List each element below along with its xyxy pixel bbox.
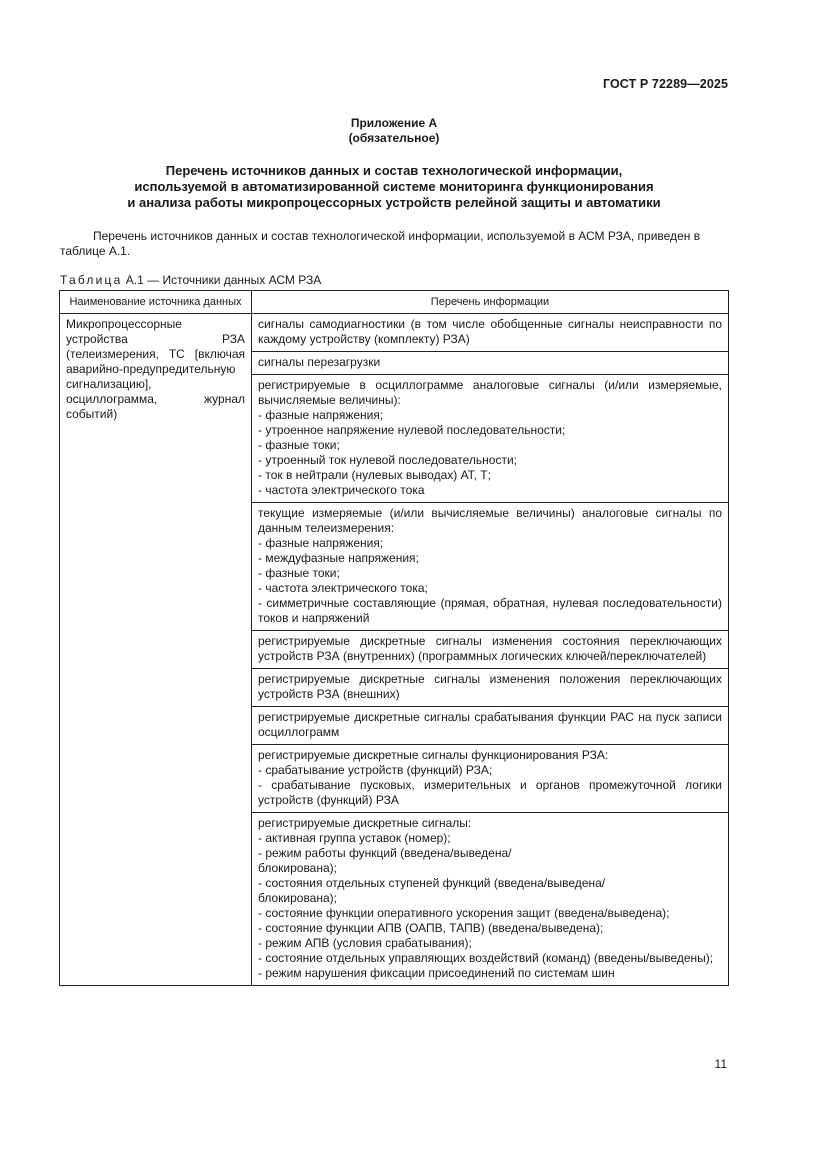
info-line: блокирована); <box>258 891 337 905</box>
appendix-label: Приложение А <box>350 116 438 130</box>
info-line: - активная группа уставок (номер); <box>258 831 451 845</box>
appendix-status: (обязательное) <box>348 131 440 145</box>
appendix-heading <box>60 116 728 146</box>
info-line: сигналы самодиагностики (в том числе обобщенные сигналы неисправности по каждому устройству (комплекту) РЗА) <box>258 317 722 346</box>
info-block <box>252 813 728 985</box>
info-line: - фазные напряжения; <box>258 536 384 550</box>
info-line: регистрируемые дискретные сигналы функционирования РЗА: <box>258 748 609 762</box>
info-block <box>252 745 728 813</box>
info-line: - режим нарушения фиксации присоединений по системам шин <box>258 966 615 980</box>
info-line: - фазные токи; <box>258 566 340 580</box>
info-line: - частота электрического тока; <box>258 581 428 595</box>
info-block <box>252 631 728 669</box>
info-line: - состояние отдельных управляющих воздействий (команд) (введены/выведены); <box>258 951 714 965</box>
page-number: 11 <box>714 1057 727 1071</box>
info-line: - ток в нейтрали (нулевых выводах) АТ, Т; <box>258 468 491 482</box>
table-caption-text: А.1 — Источники данных АСМ РЗА <box>122 273 322 287</box>
title-line-2: используемой в автоматизированной системе мониторинга функционирования <box>134 179 654 194</box>
info-list-cell <box>252 314 729 986</box>
info-line: - состояния отдельных ступеней функций (введена/выведена/ <box>258 876 606 890</box>
table-caption <box>60 273 321 288</box>
info-block <box>252 375 728 503</box>
info-line: регистрируемые дискретные сигналы изменения положения переключающих устройств РЗА (внешних) <box>258 672 722 701</box>
info-block <box>252 707 728 745</box>
standard-number: ГОСТ Р 72289—2025 <box>602 77 728 91</box>
document-title <box>60 163 728 211</box>
info-line: - срабатывание пусковых, измерительных и органов промежуточной логики устройств (функций) РЗА <box>258 778 722 807</box>
data-sources-table <box>59 290 729 986</box>
info-line: - состояние функции оперативного ускорения защит (введена/выведена); <box>258 906 670 920</box>
info-line: - режим работы функций (введена/выведена/ <box>258 846 512 860</box>
title-line-3: и анализа работы микропроцессорных устройств релейной защиты и автоматики <box>127 195 661 210</box>
info-line: регистрируемые в осциллограмме аналоговые сигналы (и/или измеряемые, вычисляемые величины): <box>258 378 722 407</box>
info-line: - фазные токи; <box>258 438 340 452</box>
title-line-1: Перечень источников данных и состав технологической информации, <box>165 163 623 178</box>
info-line: регистрируемые дискретные сигналы изменения состояния переключающих устройств РЗА (внутренних) (программных логических ключей/переключателей) <box>258 634 722 663</box>
info-line: - утроенное напряжение нулевой последовательности; <box>258 423 566 437</box>
info-line: регистрируемые дискретные сигналы: <box>258 816 472 830</box>
header-info: Перечень информации <box>252 291 729 314</box>
info-line: - утроенный ток нулевой последовательности; <box>258 453 518 467</box>
info-line: текущие измеряемые (и/или вычисляемые величины) аналоговые сигналы по данным телеизмерения: <box>258 506 722 535</box>
info-block <box>252 669 728 707</box>
info-line: - состояние функции АПВ (ОАПВ, ТАПВ) (введена/выведена); <box>258 921 604 935</box>
header-source: Наименование источника данных <box>60 291 252 314</box>
intro-paragraph: Перечень источников данных и состав технологической информации, используемой в АСМ РЗА, приведен в таблице А.1. <box>60 229 701 258</box>
info-line: сигналы перезагрузки <box>258 355 381 369</box>
info-line: - фазные напряжения; <box>258 408 384 422</box>
info-line: - срабатывание устройств (функций) РЗА; <box>258 763 493 777</box>
info-line: блокирована); <box>258 861 337 875</box>
info-line: - междуфазные напряжения; <box>258 551 419 565</box>
info-block <box>252 503 728 631</box>
source-name-cell: Микропроцессорные устройства РЗА (телеизмерения, ТС [включая аварийно-предупредительную сигнализацию], осциллограмма, журнал событий) <box>60 314 252 986</box>
info-line: - симметричные составляющие (прямая, обратная, нулевая последовательности) токов и напряжений <box>258 596 722 625</box>
info-line: - частота электрического тока <box>258 483 425 497</box>
info-block <box>252 314 728 352</box>
info-line: регистрируемые дискретные сигналы срабатывания функции РАС на пуск записи осциллограмм <box>258 710 722 739</box>
table-caption-prefix: Таблица <box>60 273 123 287</box>
info-block <box>252 352 728 375</box>
table-row <box>60 314 729 986</box>
info-line: - режим АПВ (условия срабатывания); <box>258 936 472 950</box>
table-header-row <box>60 291 729 314</box>
